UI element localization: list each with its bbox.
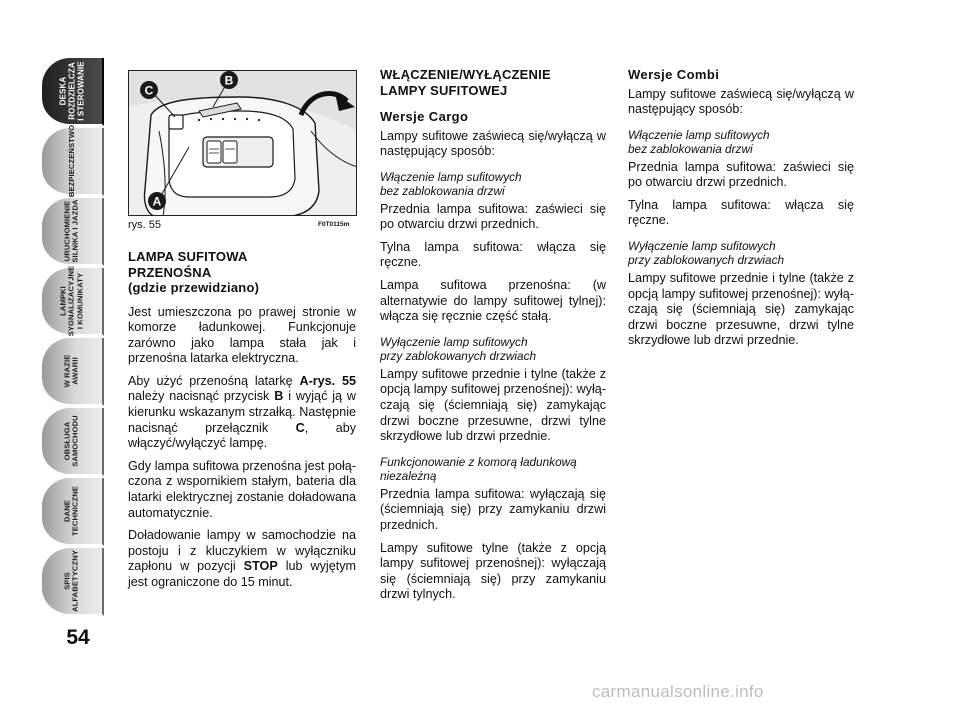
tab-lampki[interactable]	[42, 265, 104, 337]
paragraph: Lampy sufitowe przednie i tylne (także z opcją lampy sufitowej przenośnej): wyłączają się (ściemniają się) zamykając drzwi boczne przesuwne, drzwi tylne skrzydłowe lub drzwi przednie.	[628, 271, 854, 348]
subheading-line: bez zablokowania drzwi	[380, 183, 505, 198]
heading-line: LAMPA SUFITOWA	[128, 249, 248, 264]
tab-label: W RAZIE AWARII	[62, 354, 80, 388]
column-lampa-przenosna	[128, 249, 356, 598]
subheading-line: Wyłączenie lamp sufitowych	[380, 334, 528, 349]
text: i wyjąć ją w kierunku wskazanym strzałką. Następnie nacisnąć przełącznik	[128, 389, 357, 435]
subsection-heading: Wersje Combi	[628, 67, 720, 82]
marker-a	[148, 192, 166, 210]
tab-label: BEZPIECZEŃSTWO	[66, 124, 76, 198]
marker-c	[140, 81, 158, 99]
paragraph	[128, 528, 356, 590]
subheading-line: Funkcjonowanie z komorą ładunkową	[380, 454, 577, 469]
subheading-line: przy zablokowanych drzwiach	[628, 253, 785, 268]
subheading-line: Włączenie lamp sufitowych	[380, 169, 522, 184]
tab-deska-rozdzielcza[interactable]	[42, 58, 104, 126]
marker-b-label: B	[224, 73, 234, 88]
section-heading	[380, 67, 606, 98]
tab-label: DANE TECHNICZNE	[62, 486, 80, 536]
italic-subheading	[380, 455, 606, 483]
subheading-line: przy zablokowanych drzwiach	[380, 348, 537, 363]
tab-spis-alfabetyczny[interactable]	[42, 548, 104, 616]
paragraph: Gdy lampa sufitowa przenośna jest połączona z wspornikiem stałym, bateria dla latarki elektrycznej zostanie doładowana automatycznie.	[128, 458, 356, 520]
italic-subheading	[380, 170, 606, 198]
paragraph: Lampy sufitowe zaświecą się/wyłączą w następujący sposób:	[628, 86, 854, 117]
lamp-illustration	[129, 71, 357, 216]
text: należy nacisnąć przycisk	[128, 389, 275, 404]
subheading-line: Włączenie lamp sufitowych	[628, 127, 770, 142]
marker-c-label: C	[144, 83, 154, 98]
tab-dane-techniczne[interactable]	[42, 478, 104, 546]
watermark: carmanualsonline.info	[592, 682, 764, 701]
paragraph: Lampa sufitowa przenośna: (w alternatywie do lampy sufitowej tylnej): włącza się ręcznie część stałą.	[380, 278, 606, 324]
subheading-line: Wyłączenie lamp sufitowych	[628, 239, 776, 254]
paragraph: Lampy sufitowe tylne (także z opcją lampy sufitowej przenośnej): wyłączają się (ściemniają się) przy zamykaniu drzwi tylnych.	[380, 540, 606, 602]
figure-reference: A-rys. 55	[299, 373, 356, 388]
figure-portable-lamp	[128, 70, 357, 216]
text: Aby użyć przenośną latarkę	[128, 373, 300, 388]
figure-caption: rys. 55	[128, 219, 162, 231]
tab-w-razie-awarii[interactable]	[42, 338, 104, 406]
paragraph	[128, 374, 356, 452]
tab-uruchomienie[interactable]	[42, 198, 104, 266]
tab-label: LAMPKI SYGNALIZACYJNE I KOMUNIKATY	[58, 265, 85, 337]
tab-obsluga[interactable]	[42, 408, 104, 476]
section-heading	[128, 249, 356, 296]
italic-subheading	[380, 335, 606, 363]
paragraph: Lampy sufitowe zaświecą się/wyłączą w następujący sposób:	[380, 128, 606, 159]
chapter-tabs	[42, 58, 104, 618]
paragraph: Przednia lampa sufitowa: wyłączają się (ściemniają się) przy zamykaniu drzwi przednich.	[380, 486, 606, 532]
heading-line: LAMPY SUFITOWEJ	[380, 82, 508, 98]
paragraph: Przednia lampa sufitowa: zaświeci się po otwarciu drzwi przednich.	[380, 201, 606, 232]
italic-subheading	[628, 128, 854, 156]
heading-line: PRZENOŚNA	[128, 264, 212, 280]
page-number: 54	[66, 626, 90, 649]
paragraph: Lampy sufitowe przednie i tylne (także z opcją lampy sufitowej przenośnej): wyłączają się (ściemniają się) zamykając drzwi boczne przesuwne, drzwi tylne skrzydłowe lub drzwi przednie.	[380, 366, 606, 444]
marker-a-label: A	[152, 194, 162, 209]
key-position: STOP	[243, 559, 278, 574]
italic-subheading	[628, 239, 854, 267]
tab-label: URUCHOMIENIE SILNIKA I JAZDA	[62, 199, 80, 263]
text: , aby włączyć/wyłączyć lampę.	[128, 420, 356, 451]
tab-label: OBSŁUGA SAMOCHODU	[62, 415, 80, 467]
tab-bezpieczenstwo[interactable]	[42, 124, 104, 198]
figure-reference: B	[274, 389, 284, 404]
tab-label: DESKA ROZDZIELCZA I STEROWANIE	[58, 61, 86, 121]
subheading-line: bez zablokowania drzwi	[628, 141, 753, 156]
subsection-heading: Wersje Cargo	[380, 109, 469, 124]
figure-reference: C	[295, 420, 305, 435]
tab-label: SPIS ALFABETYCZNY	[62, 550, 80, 612]
paragraph: Przednia lampa sufitowa: zaświeci się po otwarciu drzwi przednich.	[628, 159, 854, 190]
paragraph: Tylna lampa sufitowa: włącza się ręczne.	[380, 239, 606, 270]
text: lub wyjętym jest ograniczone do 15 minut.	[128, 559, 356, 589]
heading-line: WŁĄCZENIE/WYŁĄCZENIE	[380, 67, 551, 82]
subheading-line: niezależną	[380, 468, 437, 483]
text: Doładowanie lampy w samochodzie na postoju i z kluczykiem w wyłączniku zapłonu w pozycji	[128, 528, 356, 574]
heading-line: (gdzie przewidziano)	[128, 280, 260, 295]
paragraph: Tylna lampa sufitowa: włącza się ręczne.	[628, 197, 854, 228]
marker-b	[220, 71, 238, 89]
paragraph: Jest umieszczona po prawej stronie w komorze ładunkowej. Funkcjonuje zarówno jako lampa stała jak i przenośna latarka elektryczna.	[128, 304, 356, 366]
figure-code: F0T0115m	[318, 221, 350, 228]
column-cargo	[380, 67, 606, 610]
column-combi	[628, 67, 854, 356]
